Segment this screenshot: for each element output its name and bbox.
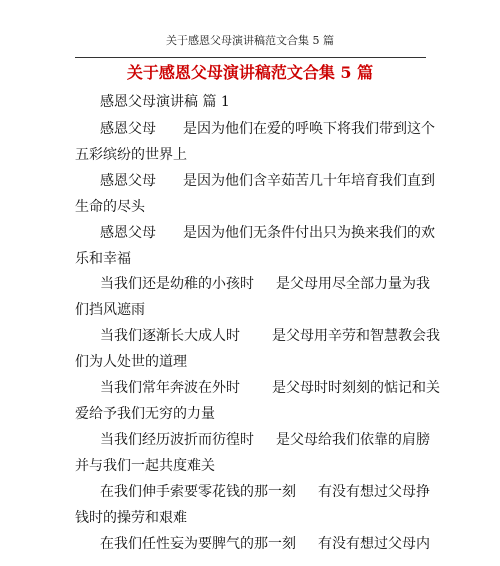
paragraph-line <box>100 275 430 293</box>
page-header: 关于感恩父母演讲稿范文合集 5 篇 <box>166 34 334 47</box>
paragraph-text: 是父母用尽全部力量为我 <box>276 276 430 292</box>
paragraph-text: 有没有想过父母内 <box>318 536 430 552</box>
paragraph-lead: 在我们任性妄为要脾气的那一刻 <box>100 536 296 552</box>
paragraph-lead: 感恩父母 <box>100 121 156 137</box>
paragraph-line <box>100 120 435 138</box>
paragraph-lead: 感恩父母 <box>100 173 156 189</box>
paragraph-line <box>100 483 430 501</box>
paragraph-continuation: 并与我们一起共度难关 <box>75 458 215 474</box>
paragraph-continuation: 们挡风遮雨 <box>75 302 145 318</box>
paragraph-continuation: 钱时的操劳和艰难 <box>75 510 187 526</box>
paragraph-line <box>100 327 440 345</box>
paragraph-text: 是父母给我们依靠的肩膀 <box>276 432 430 448</box>
header-rule <box>75 57 426 58</box>
paragraph-text: 是父母用辛劳和智慧教会我 <box>272 328 440 344</box>
paragraph-text: 有没有想过父母挣 <box>318 484 430 500</box>
paragraph-continuation: 五彩缤纷的世界上 <box>75 147 187 163</box>
paragraph-text: 是因为他们无条件付出只为换来我们的欢 <box>183 225 435 241</box>
paragraph-lead: 当我们还是幼稚的小孩时 <box>100 276 254 292</box>
paragraph-text: 是因为他们含辛茹苦几十年培育我们直到 <box>183 173 435 189</box>
paragraph-line <box>100 431 430 449</box>
paragraph-lead: 当我们常年奔波在外时 <box>100 380 240 396</box>
document-title: 关于感恩父母演讲稿范文合集 5 篇 <box>126 63 374 82</box>
paragraph-lead: 当我们逐渐长大成人时 <box>100 328 240 344</box>
paragraph-line <box>100 379 440 397</box>
paragraph-continuation: 们为人处世的道理 <box>75 354 187 370</box>
paragraph-continuation: 乐和幸福 <box>75 251 131 267</box>
paragraph-line <box>100 535 430 553</box>
paragraph-lead: 感恩父母 <box>100 225 156 241</box>
paragraph-line <box>100 172 435 190</box>
paragraph-continuation: 爱给予我们无穷的力量 <box>75 406 215 422</box>
section-heading: 感恩父母演讲稿 篇 1 <box>100 94 230 110</box>
paragraph-lead: 在我们伸手索要零花钱的那一刻 <box>100 484 296 500</box>
paragraph-lead: 当我们经历波折而彷徨时 <box>100 432 254 448</box>
paragraph-line <box>100 224 435 242</box>
paragraph-text: 是因为他们在爱的呼唤下将我们带到这个 <box>183 121 435 137</box>
paragraph-text: 是父母时时刻刻的惦记和关 <box>272 380 440 396</box>
paragraph-continuation: 生命的尽头 <box>75 199 145 215</box>
